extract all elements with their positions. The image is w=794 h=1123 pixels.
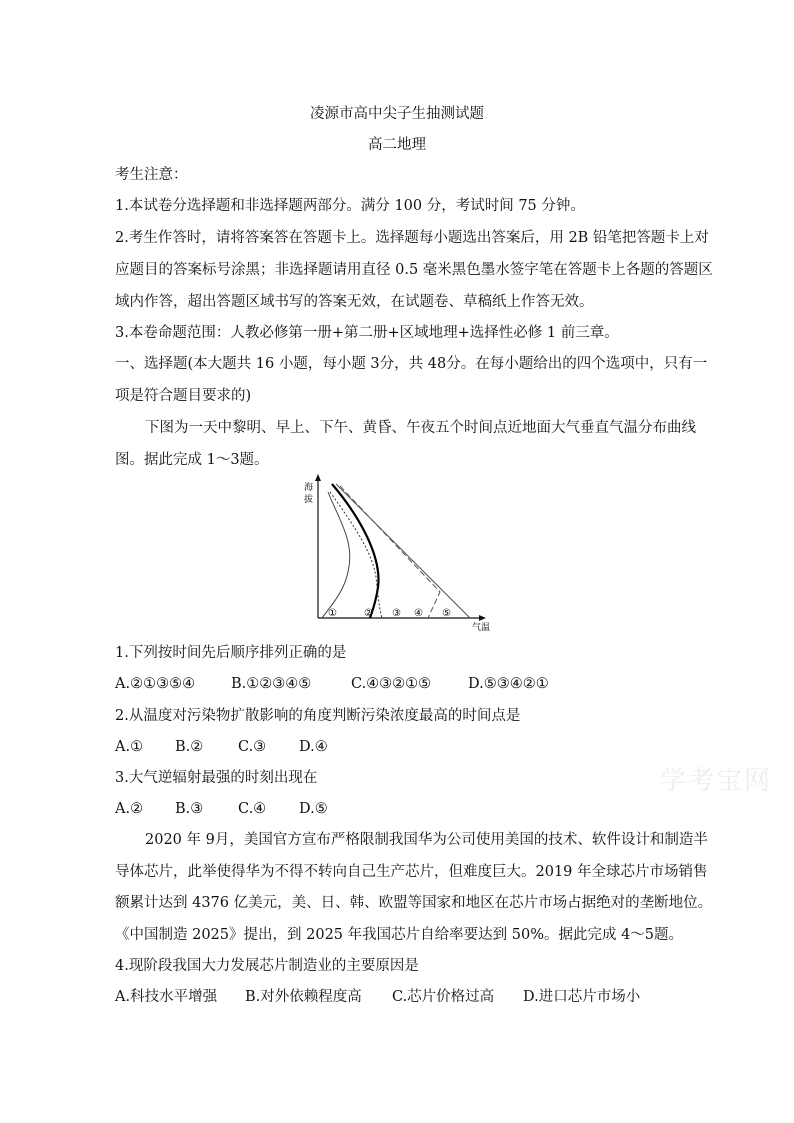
exam-title: 凌源市高中尖子生抽测试题 [310,106,484,122]
question-2-stem: 2.从温度对污染物扩散影响的角度判断污染浓度最高的时间点是 [115,708,521,724]
question-1-options [115,674,549,694]
option-a[interactable]: A.② [115,801,144,817]
passage2-line-1: 2020 年 9月，美国官方宣布严格限制我国华为公司使用美国的技术、软件设计和制造半 [145,832,708,848]
notice-item-3: 3.本卷命题范围：人教必修第一册+第二册+区域地理+选择性必修 1 前三章。 [115,325,619,341]
question-4-options [115,987,640,1007]
curve-label-3: ③ [392,608,401,619]
notice-item-2-line-1: 2.考生作答时，请将答案答在答题卡上。选择题每小题选出答案后，用 2B 铅笔把答题卡上对 [115,230,709,246]
notice-item-2-line-2: 应题目的答案标号涂黑；非选择题请用直径 0.5 毫米黑色墨水签字笔在答题卡上各题的答题区 [115,262,713,278]
question-2-options [115,737,328,757]
question-3-options [115,799,328,819]
option-b[interactable]: B.①②③④⑤ [231,676,312,692]
option-d[interactable]: D.⑤③④②① [468,676,549,692]
curve-2 [332,484,378,618]
option-a[interactable]: A.科技水平增强 [115,989,218,1005]
y-axis-arrow [315,474,321,481]
curve-label-2: ② [364,608,373,619]
curve-label-1: ① [328,608,337,619]
option-b[interactable]: B.③ [175,801,204,817]
passage1-line-1: 下图为一天中黎明、早上、下午、黄昏、午夜五个时间点近地面大气垂直气温分布曲线 [145,420,696,436]
passage1-line-2: 图。据此完成 1～3题。 [115,452,269,468]
passage2-line-3: 额累计达到 4376 亿美元，美、日、韩、欧盟等国家和地区在芯片市场占据绝对的垄断地位。 [115,895,713,911]
passage2-line-4: 《中国制造 2025》提出，到 2025 年我国芯片自给率要达到 50%。据此完成 4～5题。 [115,927,684,943]
option-c[interactable]: C.芯片价格过高 [392,989,495,1005]
watermark: 学考宝网 [660,766,773,796]
option-c[interactable]: C.④ [238,801,267,817]
notice-item-2-line-3: 域内作答，超出答题区域书写的答案无效，在试题卷、草稿纸上作答无效。 [115,294,594,310]
notice-item-1: 1.本试卷分选择题和非选择题两部分。满分 100 分，考试时间 75 分钟。 [115,198,585,214]
option-d[interactable]: D.④ [299,739,328,755]
question-4-stem: 4.现阶段我国大力发展芯片制造业的主要原因是 [115,958,419,974]
curve-1 [322,492,350,618]
passage2-line-2: 导体芯片，此举使得华为不得不转向自己生产芯片，但难度巨大。2019 年全球芯片市场销售 [115,864,708,880]
option-b[interactable]: B.② [175,739,204,755]
option-d[interactable]: D.⑤ [299,801,328,817]
temperature-profile-figure [300,472,500,632]
y-axis-label-2: 拔 [304,495,314,505]
x-axis-arrow [479,615,486,621]
option-a[interactable]: A.① [115,739,144,755]
notice-heading: 考生注意： [115,167,188,183]
curve-label-4: ④ [414,608,423,619]
y-axis-label-1: 海 [304,483,314,493]
section-heading-line-1: 一、选择题(本大题共 16 小题，每小题 3分，共 48分。在每小题给出的四个选项中，只有一 [115,356,708,372]
option-c[interactable]: C.④③②①⑤ [351,676,432,692]
option-a[interactable]: A.②①③⑤④ [115,676,196,692]
curve-4 [340,486,440,618]
curve-5 [336,484,470,618]
option-b[interactable]: B.对外依赖程度高 [245,989,362,1005]
question-1-stem: 1.下列按时间先后顺序排列正确的是 [115,645,347,661]
option-c[interactable]: C.③ [238,739,267,755]
x-axis-label: 气温 [472,623,491,632]
curve-label-5: ⑤ [442,608,451,619]
section-heading-line-2: 项是符合题目要求的) [115,388,252,404]
exam-subject: 高二地理 [368,137,426,153]
option-d[interactable]: D.进口芯片市场小 [523,989,641,1005]
question-3-stem: 3.大气逆辐射最强的时刻出现在 [115,770,318,786]
